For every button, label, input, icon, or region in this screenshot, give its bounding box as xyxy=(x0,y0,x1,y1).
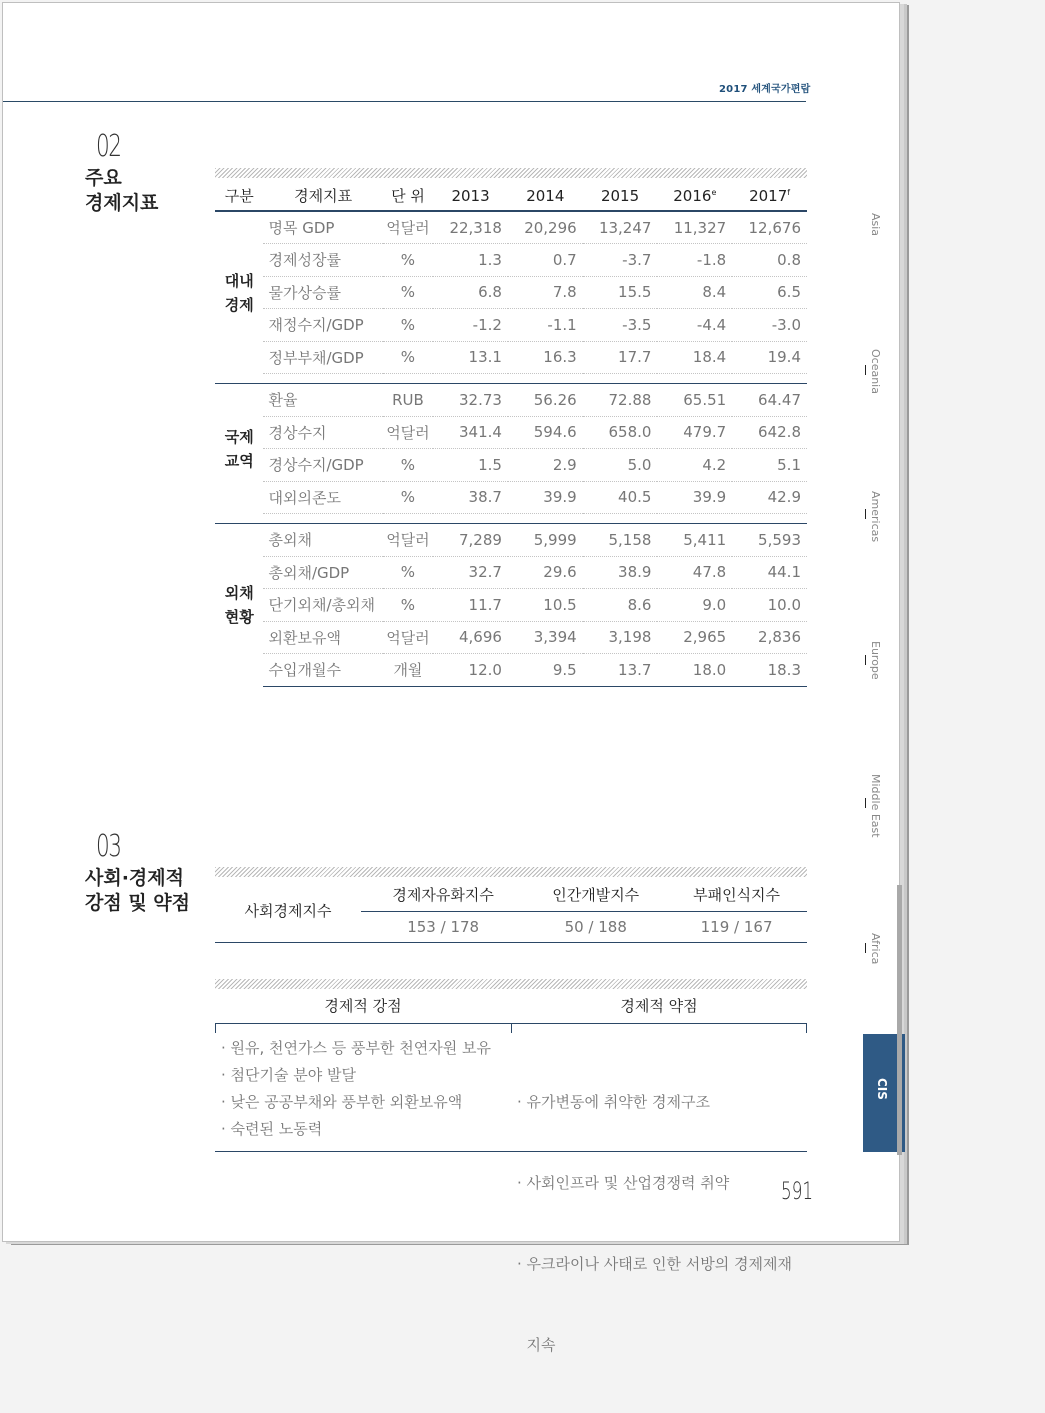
group-label-line1: 대내 xyxy=(224,271,254,290)
indicator-name: 대외의존도 xyxy=(263,481,382,514)
group-label xyxy=(215,384,263,514)
indicator-value: 5,999 xyxy=(508,524,583,557)
group-label-line2: 경제 xyxy=(224,295,254,314)
indicator-unit: 억달러 xyxy=(383,621,434,654)
table-header-row xyxy=(215,181,807,211)
table-row xyxy=(215,244,807,277)
indicator-unit: % xyxy=(383,556,434,589)
indicator-value: 594.6 xyxy=(508,416,583,449)
indicator-name: 명목 GDP xyxy=(263,211,382,244)
indicator-value: 658.0 xyxy=(583,416,658,449)
indicator-value: 18.3 xyxy=(732,654,807,687)
indicator-value: 32.7 xyxy=(433,556,508,589)
col-header: 인간개발지수 xyxy=(525,879,666,911)
page-edge-shadow xyxy=(897,885,902,1155)
indicator-value: -3.0 xyxy=(732,309,807,342)
indicator-value: 5,411 xyxy=(657,524,732,557)
side-tab-label: Asia xyxy=(869,213,882,237)
weaknesses-header: 경제적 약점 xyxy=(620,997,698,1015)
indicator-unit: 억달러 xyxy=(383,524,434,557)
indicator-value: 7.8 xyxy=(508,276,583,309)
indicator-name: 경상수지/GDP xyxy=(263,449,382,482)
indicator-value: 7,289 xyxy=(433,524,508,557)
indicator-value: 5,593 xyxy=(732,524,807,557)
group-label-line2: 교역 xyxy=(224,451,254,470)
group-separator-cell xyxy=(215,514,807,524)
indicator-value: 0.7 xyxy=(508,244,583,277)
running-head: 2017 세계국가편람 xyxy=(719,84,811,95)
indicator-value: 17.7 xyxy=(583,341,658,374)
indicator-value: 18.4 xyxy=(657,341,732,374)
indicator-unit: % xyxy=(383,309,434,342)
forecast-mark: f xyxy=(787,187,791,197)
indicator-name: 환율 xyxy=(263,384,382,417)
tab-marker xyxy=(865,798,866,808)
indicator-name: 외환보유액 xyxy=(263,621,382,654)
indicator-value: 2,965 xyxy=(657,621,732,654)
indicator-value: 13,247 xyxy=(583,211,658,244)
indicator-value: 22,318 xyxy=(433,211,508,244)
indicator-value: 6.8 xyxy=(433,276,508,309)
col-header: 경제지표 xyxy=(263,181,382,211)
index-value: 119 / 167 xyxy=(700,917,773,936)
table-row xyxy=(215,416,807,449)
socio-row-header: 사회경제지수 xyxy=(244,902,332,920)
col-header: 2014 xyxy=(508,181,583,211)
indicator-value: -1.1 xyxy=(508,309,583,342)
indicator-unit: % xyxy=(383,589,434,622)
indicator-value: 479.7 xyxy=(657,416,732,449)
header-rule xyxy=(3,101,806,102)
indicator-value: 32.73 xyxy=(433,384,508,417)
indicator-value: 1.3 xyxy=(433,244,508,277)
rule-tick xyxy=(806,1023,807,1033)
rule-tick xyxy=(215,1023,216,1033)
indicator-value: 2,836 xyxy=(732,621,807,654)
side-tab-label: Middle East xyxy=(869,774,882,838)
table-hatch-bar xyxy=(215,979,807,989)
indicator-name: 물가상승률 xyxy=(263,276,382,309)
estimate-mark: e xyxy=(711,187,717,197)
indicator-unit: % xyxy=(383,341,434,374)
indicator-value: 13.7 xyxy=(583,654,658,687)
indicator-value: 29.6 xyxy=(508,556,583,589)
indicator-value: 4.2 xyxy=(657,449,732,482)
indicator-unit: % xyxy=(383,481,434,514)
section-title-line1: 사회·경제적 xyxy=(85,867,184,889)
indicator-name: 총외채 xyxy=(263,524,382,557)
group-separator xyxy=(215,514,807,524)
group-separator xyxy=(215,374,807,384)
economic-indicators-table xyxy=(215,181,807,687)
indicator-value: 5.1 xyxy=(732,449,807,482)
index-value: 50 / 188 xyxy=(564,917,627,936)
indicator-value: 0.8 xyxy=(732,244,807,277)
indicator-name: 단기외채/총외채 xyxy=(263,589,382,622)
table-bottom-rule xyxy=(215,1151,807,1152)
indicator-value: 1.5 xyxy=(433,449,508,482)
socio-economic-index-table xyxy=(215,879,807,942)
side-tab-label: Americas xyxy=(869,491,882,543)
indicator-unit: RUB xyxy=(383,384,434,417)
indicator-value: 5,158 xyxy=(583,524,658,557)
tab-marker xyxy=(865,365,866,375)
group-label-line1: 국제 xyxy=(224,427,254,446)
indicator-value: 11.7 xyxy=(433,589,508,622)
col-header: 단 위 xyxy=(383,181,434,211)
indicator-value: 38.9 xyxy=(583,556,658,589)
indicator-unit: % xyxy=(383,244,434,277)
strength-item: · 낮은 공공부채와 풍부한 외환보유액 xyxy=(221,1093,463,1111)
table-row xyxy=(215,589,807,622)
indicator-name: 수입개월수 xyxy=(263,654,382,687)
indicator-value: 10.5 xyxy=(508,589,583,622)
indicator-unit: 억달러 xyxy=(383,211,434,244)
page-number: 591 xyxy=(781,1177,814,1205)
weakness-item: · 우크라이나 사태로 인한 서방의 경제제재 xyxy=(517,1255,792,1273)
indicator-value: -4.4 xyxy=(657,309,732,342)
table-row xyxy=(215,621,807,654)
weaknesses-list xyxy=(517,1035,792,1413)
indicator-value: 12.0 xyxy=(433,654,508,687)
weakness-item: · 사회인프라 및 산업경쟁력 취약 xyxy=(517,1174,730,1192)
indicator-value: 3,198 xyxy=(583,621,658,654)
strength-item: · 숙련된 노동력 xyxy=(221,1120,323,1138)
indicator-value: 8.4 xyxy=(657,276,732,309)
table-hatch-bar xyxy=(215,168,807,178)
col-header-year: 2017 xyxy=(749,186,788,205)
indicator-value: 15.5 xyxy=(583,276,658,309)
table-row xyxy=(215,654,807,687)
indicator-value: -3.5 xyxy=(583,309,658,342)
table-row xyxy=(215,309,807,342)
section-title-line2: 강점 및 약점 xyxy=(85,892,190,914)
indicator-value: 18.0 xyxy=(657,654,732,687)
indicator-value: 42.9 xyxy=(732,481,807,514)
col-header xyxy=(657,181,732,211)
indicator-value: 38.7 xyxy=(433,481,508,514)
table-row xyxy=(215,556,807,589)
side-tab-label: Europe xyxy=(869,641,882,680)
indicator-value: 11,327 xyxy=(657,211,732,244)
indicator-value: -1.2 xyxy=(433,309,508,342)
indicator-unit: % xyxy=(383,276,434,309)
section-title-line2: 경제지표 xyxy=(85,192,159,214)
indicator-unit: 억달러 xyxy=(383,416,434,449)
table-row xyxy=(215,276,807,309)
group-label-line1: 외채 xyxy=(224,584,254,602)
col-header xyxy=(732,181,807,211)
indicator-value: 9.5 xyxy=(508,654,583,687)
section-number-03: 03 xyxy=(96,829,121,864)
indicator-name: 경상수지 xyxy=(263,416,382,449)
group-label xyxy=(215,211,263,374)
col-header: 경제자유화지수 xyxy=(361,879,525,911)
table-row xyxy=(215,341,807,374)
indicator-value: 64.47 xyxy=(732,384,807,417)
indicator-value: 19.4 xyxy=(732,341,807,374)
tab-marker xyxy=(865,943,866,953)
indicator-value: 39.9 xyxy=(508,481,583,514)
indicator-name: 총외채/GDP xyxy=(263,556,382,589)
indicator-value: 3,394 xyxy=(508,621,583,654)
indicator-value: 20,296 xyxy=(508,211,583,244)
group-label xyxy=(215,524,263,687)
section-title-03 xyxy=(85,866,190,916)
tab-marker xyxy=(865,509,866,519)
section-number-02: 02 xyxy=(96,129,121,164)
section-title-line1: 주요 xyxy=(85,167,122,189)
indicator-value: 72.88 xyxy=(583,384,658,417)
indicator-value: 4,696 xyxy=(433,621,508,654)
index-value: 153 / 178 xyxy=(407,917,480,936)
indicator-unit: 개월 xyxy=(383,654,434,687)
table-bottom-rule xyxy=(215,942,807,943)
indicator-value: -3.7 xyxy=(583,244,658,277)
table-row xyxy=(215,524,807,557)
indicator-value: 13.1 xyxy=(433,341,508,374)
indicator-name: 정부부채/GDP xyxy=(263,341,382,374)
side-tab-label: Africa xyxy=(869,933,882,965)
strength-item: · 첨단기술 분야 발달 xyxy=(221,1066,356,1084)
indicator-value: 642.8 xyxy=(732,416,807,449)
col-header: 구분 xyxy=(215,181,263,211)
indicator-value: 47.8 xyxy=(657,556,732,589)
weakness-item: · 유가변동에 취약한 경제구조 xyxy=(517,1093,710,1111)
tab-marker xyxy=(865,655,866,665)
col-header: 2013 xyxy=(433,181,508,211)
table-row xyxy=(215,211,807,244)
group-separator-cell xyxy=(215,374,807,384)
indicator-value: 2.9 xyxy=(508,449,583,482)
indicator-value: -1.8 xyxy=(657,244,732,277)
section-title-02 xyxy=(85,166,158,216)
strength-item: · 원유, 천연가스 등 풍부한 천연자원 보유 xyxy=(221,1039,491,1057)
indicator-value: 44.1 xyxy=(732,556,807,589)
group-label-line2: 현황 xyxy=(224,608,254,626)
indicator-value: 341.4 xyxy=(433,416,508,449)
indicator-unit: % xyxy=(383,449,434,482)
indicator-value: 6.5 xyxy=(732,276,807,309)
indicator-name: 경제성장률 xyxy=(263,244,382,277)
col-header: 2015 xyxy=(583,181,658,211)
strengths-header: 경제적 강점 xyxy=(324,997,402,1015)
indicator-value: 40.5 xyxy=(583,481,658,514)
indicator-value: 9.0 xyxy=(657,589,732,622)
weakness-item: 지속 xyxy=(517,1336,556,1354)
indicator-value: 10.0 xyxy=(732,589,807,622)
side-tab-label: Oceania xyxy=(869,349,882,394)
col-header: 부패인식지수 xyxy=(666,879,807,911)
indicator-value: 8.6 xyxy=(583,589,658,622)
table-row xyxy=(215,481,807,514)
indicator-value: 39.9 xyxy=(657,481,732,514)
col-header-year: 2016 xyxy=(673,186,712,205)
table-hatch-bar xyxy=(215,867,807,877)
table-row xyxy=(215,384,807,417)
side-tab-label: CIS xyxy=(875,1078,889,1100)
indicator-name: 재정수지/GDP xyxy=(263,309,382,342)
strengths-list xyxy=(221,1035,491,1143)
table-row xyxy=(215,449,807,482)
indicator-value: 65.51 xyxy=(657,384,732,417)
indicator-value: 5.0 xyxy=(583,449,658,482)
indicator-value: 16.3 xyxy=(508,341,583,374)
rule-tick xyxy=(511,1023,512,1033)
document-page xyxy=(2,2,900,1354)
indicator-value: 56.26 xyxy=(508,384,583,417)
indicator-value: 12,676 xyxy=(732,211,807,244)
